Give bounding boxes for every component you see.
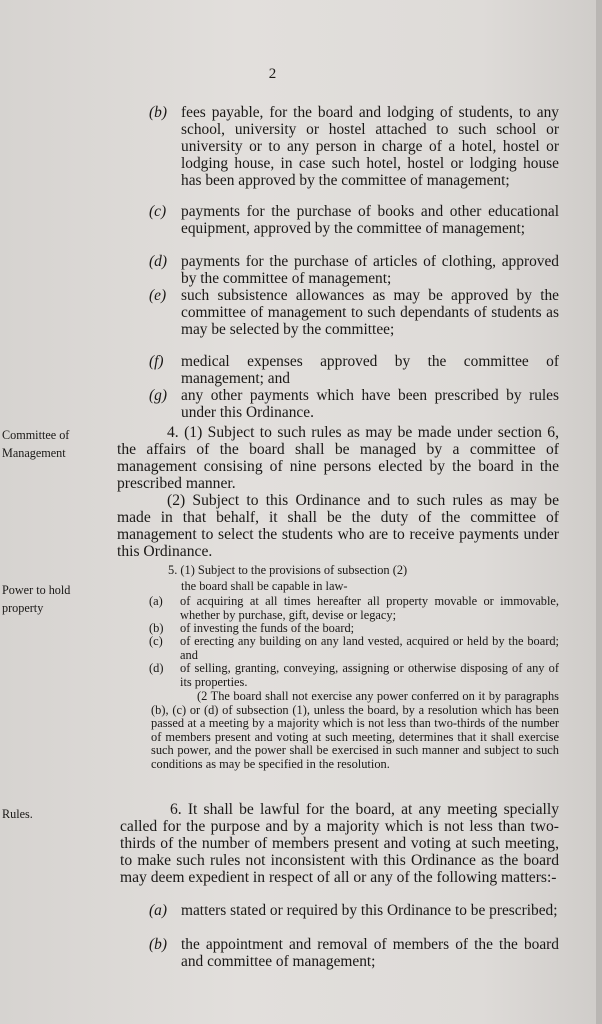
page-edge xyxy=(596,0,602,1024)
list-item-d xyxy=(149,254,559,288)
section-4-paragraph-1: 4. (1) Subject to such rules as may be made under section 6, the affairs of the board shall be managed by a committee of management consising of nine persons elected by the board in the prescribed manner. xyxy=(117,424,559,492)
section-6-item-a: (a) matters stated or required by this Ordinance to be prescribed; xyxy=(149,902,558,919)
section-5-paragraph-2: (2 The board shall not exercise any power conferred on it by paragraphs (b), (c) or (d) of subsection (1), unless the board, by a resolution which has been passed at a meeting by a majority which is not less than two-thirds of the number of members present and voting at such meeting, determines that it shall exercise such power, and the power shall be exercised in such manner and subject to such conditions as may be specified in the resolution. xyxy=(151,689,559,771)
list-item-f xyxy=(149,354,559,388)
list-item-b xyxy=(149,105,559,190)
item-label: (f) xyxy=(149,353,164,370)
page-number: 2 xyxy=(268,66,277,82)
item-label: (b) xyxy=(149,104,167,121)
item-text: such subsistence allowances as may be approved by the committee of management to such dependants of students as may be selected by the committee; xyxy=(181,287,559,338)
item-label: (e) xyxy=(149,287,167,304)
item-text: fees payable, for the board and lodging of students, to any school, university or hostel attached to such school or university or to any person in charge of a hotel, hostel or lodging house, in case such hotel, hostel or lodging house has been approved by the committee of management; xyxy=(181,104,559,189)
item-text: any other payments which have been prescribed by rules under this Ordinance. xyxy=(181,387,559,421)
item-label: (g) xyxy=(149,387,167,404)
list-item-e xyxy=(149,288,559,339)
section-6-item-b: (b) the appointment and removal of members of the the board and committee of management; xyxy=(149,936,559,970)
item-text: medical expenses approved by the committee of management; and xyxy=(181,353,559,387)
item-label: (c) xyxy=(149,203,167,220)
margin-note-rules: Rules. xyxy=(2,807,33,821)
section-4-paragraph-2: (2) Subject to this Ordinance and to such rules as may be made in that behalf, it shall be the duty of the committee of management to select the students who are to receive payments under this Ordinance. xyxy=(117,492,559,560)
section-5-intro-2: the board shall be capable in law- xyxy=(181,579,348,593)
section-5-item-c: (c) of erecting any building on any land vested, acquired or held by the board; and xyxy=(149,634,559,662)
item-label: (d) xyxy=(149,253,167,270)
section-5-item-a: (a) of acquiring at all times hereafter all property movable or immovable, whether by purchase, gift, devise or legacy; xyxy=(149,594,559,622)
section-5-item-d: (d) of selling, granting, conveying, assigning or otherwise disposing of any of its properties. xyxy=(149,661,559,689)
list-item-c xyxy=(149,204,559,238)
section-5-item-b: (b) of investing the funds of the board; xyxy=(149,621,355,635)
item-text: payments for the purchase of books and other educational equipment, approved by the committee of management; xyxy=(181,203,559,237)
margin-note-power: Power to hold property xyxy=(2,583,71,615)
list-item-g xyxy=(149,388,559,422)
section-5-intro: 5. (1) Subject to the provisions of subsection (2) xyxy=(168,563,408,577)
margin-note-committee: Committee of Management xyxy=(2,428,70,460)
section-6-paragraph: 6. It shall be lawful for the board, at any meeting specially called for the purpose and by a majority which is not less than two-thirds of the number of members present and voting at such meeting, to make such rules not inconsistent with this Ordinance as the board may deem expedient in respect of all or any of the following matters:- xyxy=(120,801,559,886)
item-text: payments for the purchase of articles of clothing, approved by the committee of management; xyxy=(181,253,559,287)
